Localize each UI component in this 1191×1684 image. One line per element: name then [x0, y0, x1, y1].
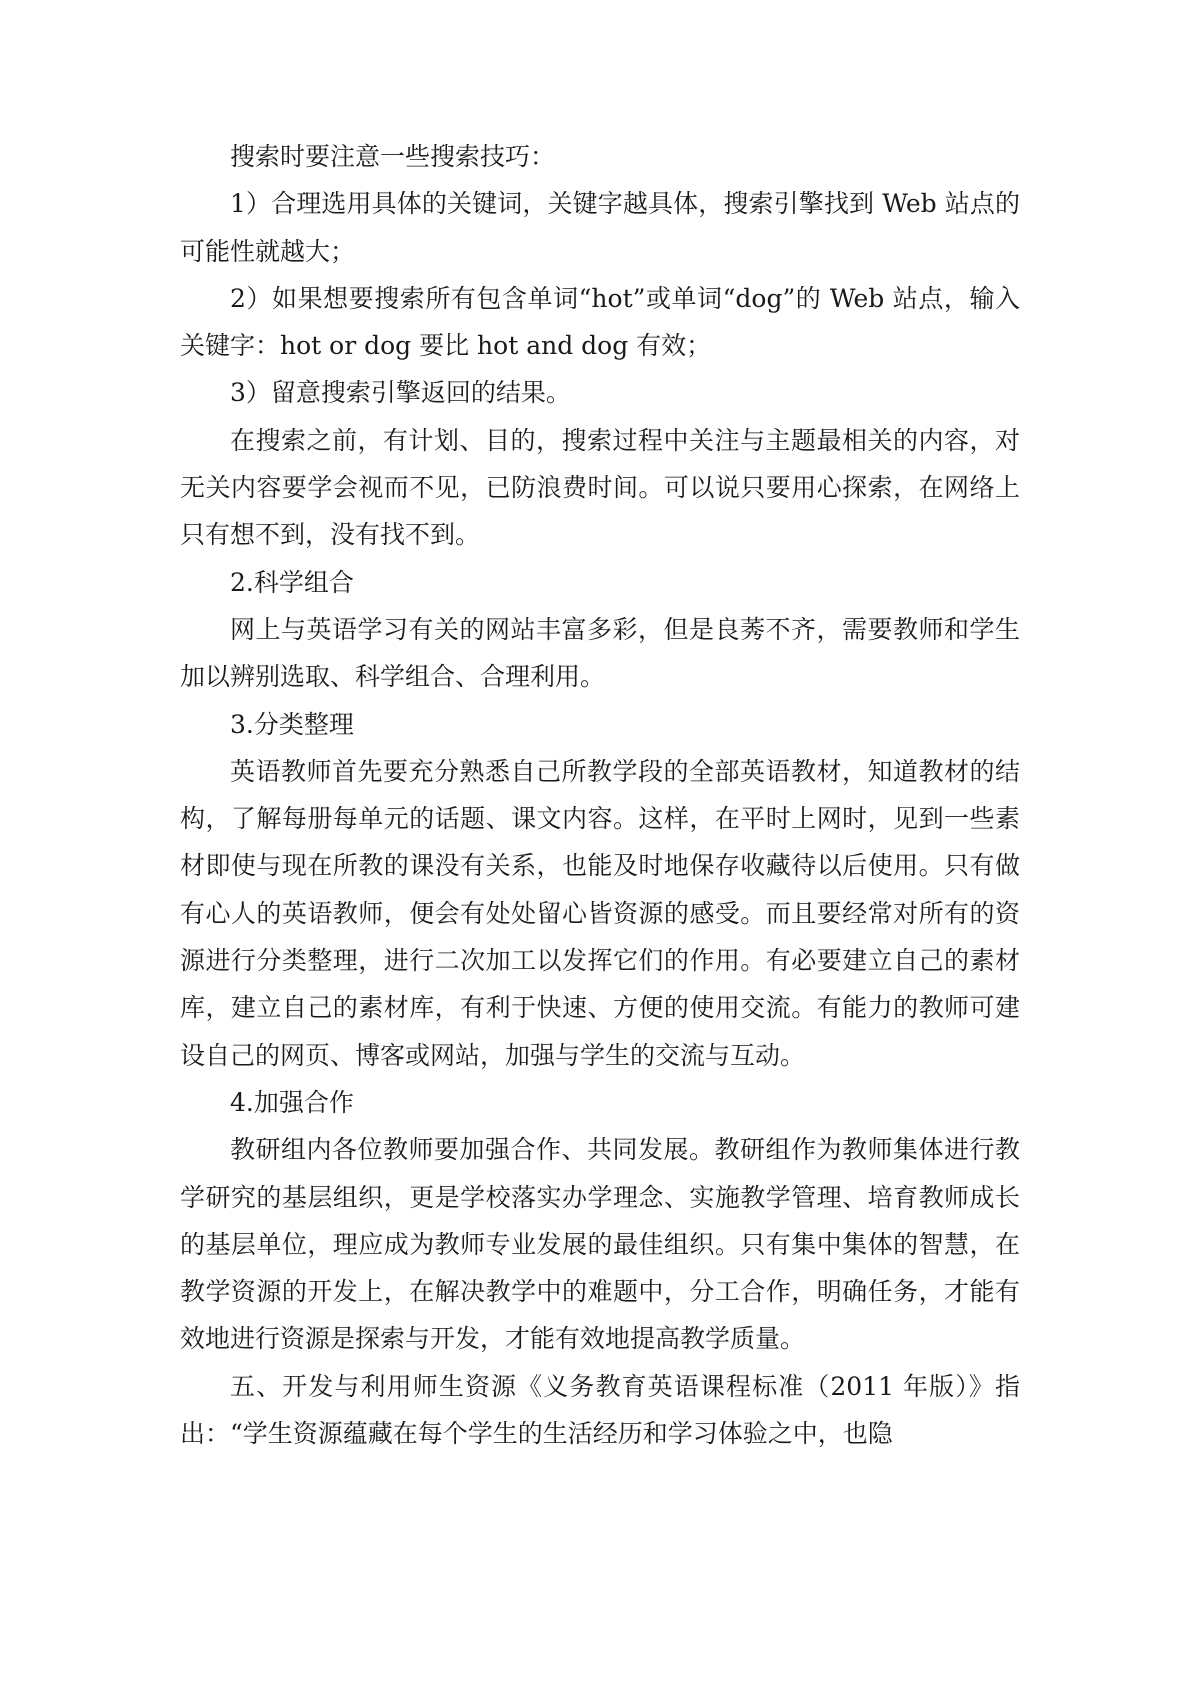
section-heading-classification: 3.分类整理: [230, 709, 354, 739]
document-body: [180, 133, 1020, 1457]
paragraph-tip-3: 3）留意搜索引擎返回的结果。: [230, 378, 571, 408]
paragraph-tip-2: 2）如果想要搜索所有包含单词“hot”或单词“dog”的 Web 站点，输入关键字：hot or dog 要比 hot and dog 有效；: [180, 283, 1020, 361]
paragraph-teacher-student-resources: 五、开发与利用师生资源《义务教育英语课程标准（2011 年版）》指出：“学生资源蕴藏在每个学生的生活经历和学习体验之中，也隐: [180, 1371, 1020, 1449]
paragraph-cooperation: 教研组内各位教师要加强合作、共同发展。教研组作为教师集体进行教学研究的基层组织，更是学校落实办学理念、实施教学管理、培育教师成长的基层单位，理应成为教师专业发展的最佳组织。只有集中集体的智慧，在教学资源的开发上，在解决教学中的难题中，分工合作，明确任务，才能有效地进行资源是探索与开发，才能有效地提高教学质量。: [180, 1135, 1020, 1354]
paragraph-search-planning: 在搜索之前，有计划、目的，搜索过程中关注与主题最相关的内容，对无关内容要学会视而不见，已防浪费时间。可以说只要用心探索，在网络上只有想不到，没有找不到。: [180, 425, 1020, 550]
section-heading-scientific-combination: 2.科学组合: [230, 567, 354, 597]
paragraph-search-tips-intro: 搜索时要注意一些搜索技巧：: [230, 142, 556, 171]
paragraph-classification: 英语教师首先要充分熟悉自己所教学段的全部英语教材，知道教材的结构，了解每册每单元的话题、课文内容。这样，在平时上网时，见到一些素材即使与现在所教的课没有关系，也能及时地保存收藏待以后使用。只有做有心人的英语教师，便会有处处留心皆资源的感受。而且要经常对所有的资源进行分类整理，进行二次加工以发挥它们的作用。有必要建立自己的素材库，建立自己的素材库，有利于快速、方便的使用交流。有能力的教师可建设自己的网页、博客或网站，加强与学生的交流与互动。: [180, 756, 1020, 1070]
paragraph-scientific-combination: 网上与英语学习有关的网站丰富多彩，但是良莠不齐，需要教师和学生加以辨别选取、科学组合、合理利用。: [180, 614, 1020, 692]
paragraph-tip-1: 1）合理选用具体的关键词，关键字越具体，搜索引擎找到 Web 站点的可能性就越大；: [180, 189, 1020, 266]
section-heading-cooperation: 4.加强合作: [230, 1087, 354, 1117]
